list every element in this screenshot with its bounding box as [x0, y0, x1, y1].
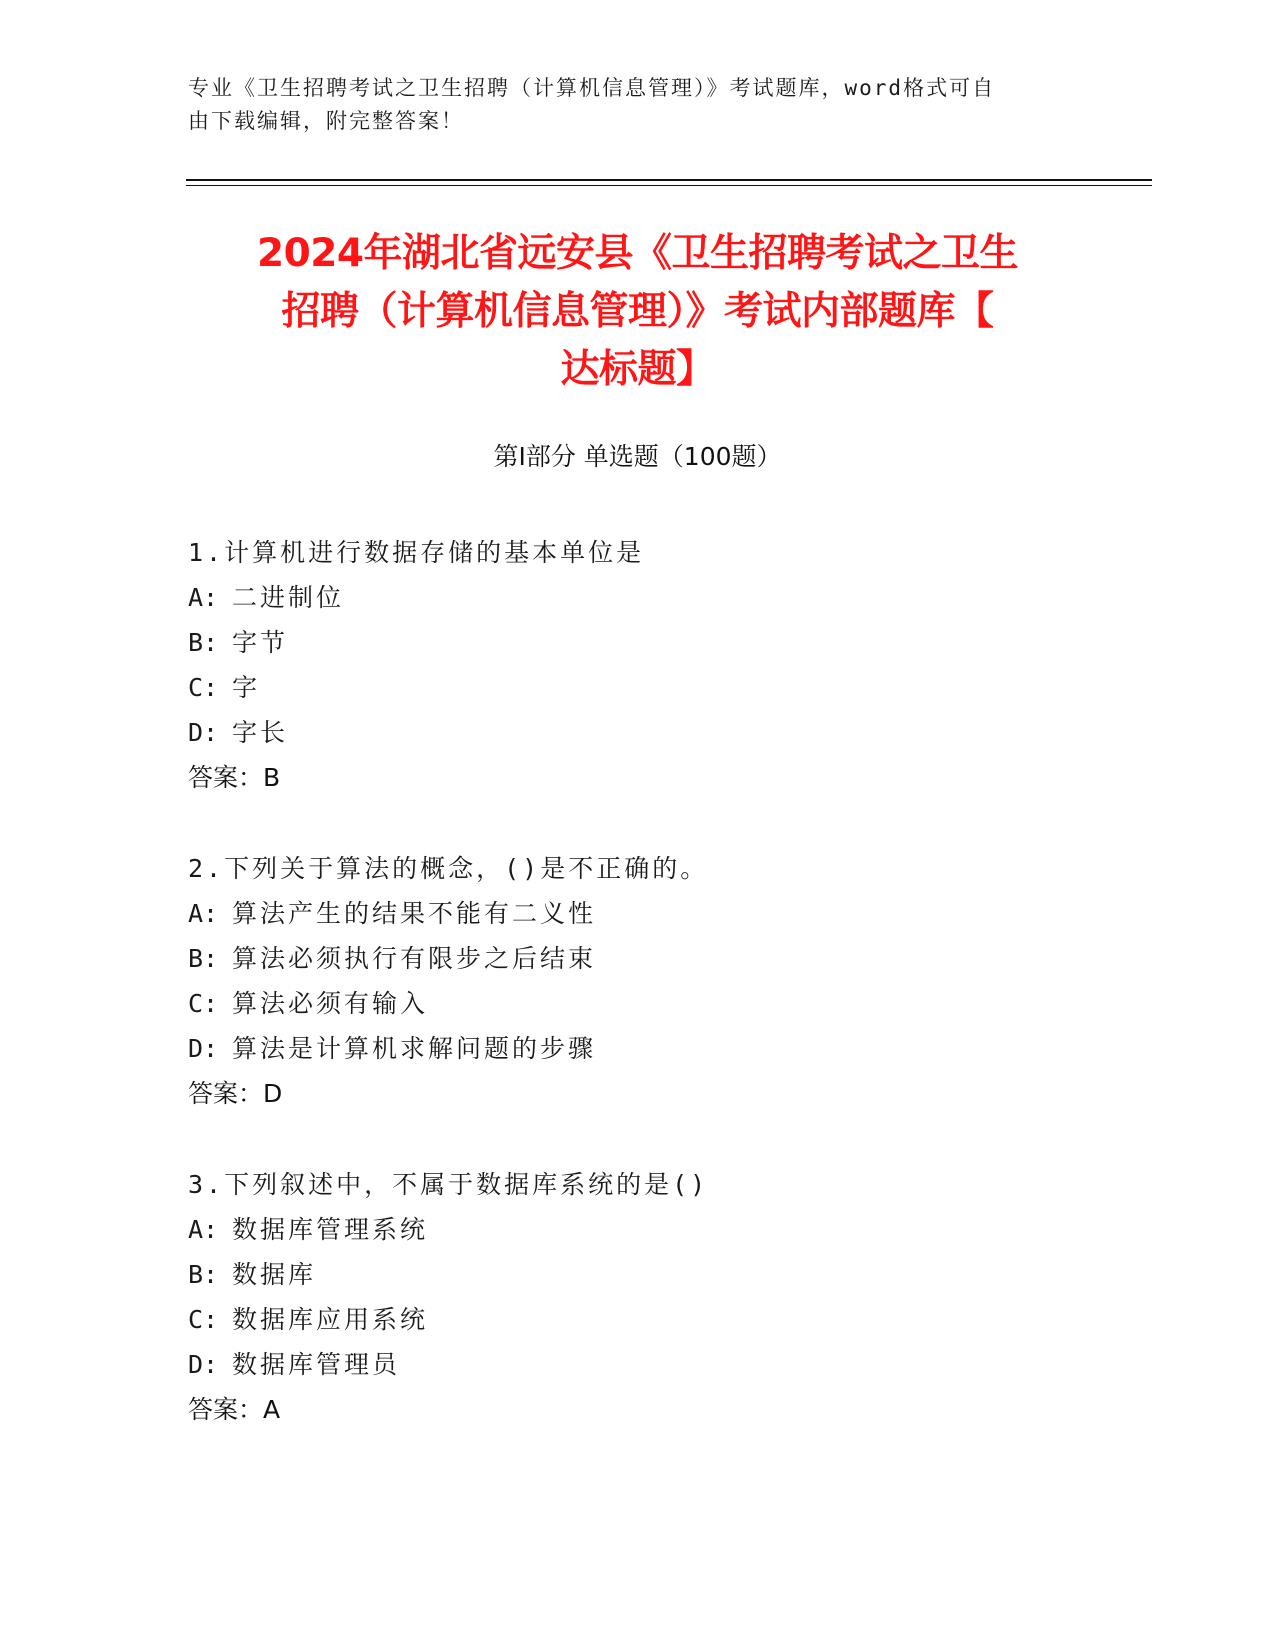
option-letter: A: — [188, 583, 219, 612]
option-letter: C: — [188, 989, 219, 1018]
option-d — [188, 1342, 1138, 1387]
document-title-line-3: 达标题】 — [560, 347, 715, 392]
question-stem: 3.下列叙述中，不属于数据库系统的是() — [188, 1170, 709, 1199]
option-letter: B: — [188, 628, 219, 657]
question-stem: 1.计算机进行数据存储的基本单位是 — [188, 538, 645, 567]
option-b — [188, 1252, 1138, 1297]
option-letter: D: — [188, 1034, 219, 1063]
question-2 — [188, 846, 1138, 1116]
answer-line: 答案：D — [188, 1079, 283, 1108]
answer-line: 答案：B — [188, 763, 281, 792]
option-c — [188, 1297, 1138, 1342]
option-text: 算法必须执行有限步之后结束 — [232, 944, 597, 973]
option-letter: C: — [188, 673, 219, 702]
option-text: 二进制位 — [232, 583, 345, 612]
question-3 — [188, 1162, 1138, 1432]
option-text: 算法产生的结果不能有二义性 — [232, 899, 597, 928]
option-text: 算法必须有输入 — [232, 989, 429, 1018]
section-heading: 第Ⅰ部分 单选题（100题） — [493, 442, 782, 471]
document-title-line-2: 招聘（计算机信息管理）》考试内部题库【 — [281, 289, 994, 334]
option-text: 数据库 — [232, 1260, 317, 1289]
option-c — [188, 981, 1138, 1026]
answer-line: 答案：A — [188, 1395, 281, 1424]
option-text: 数据库管理员 — [232, 1350, 401, 1379]
option-letter: D: — [188, 1350, 219, 1379]
option-b — [188, 936, 1138, 981]
question-1 — [188, 530, 1138, 800]
header-note-line-2: 由下载编辑，附完整答案！ — [188, 109, 464, 133]
option-letter: D: — [188, 718, 219, 747]
option-a — [188, 575, 1138, 620]
option-c — [188, 665, 1138, 710]
question-list — [188, 530, 1138, 1478]
option-letter: B: — [188, 1260, 219, 1289]
option-b — [188, 620, 1138, 665]
option-a — [188, 1207, 1138, 1252]
option-text: 字长 — [232, 718, 289, 747]
header-note — [188, 72, 1068, 138]
option-letter: A: — [188, 1215, 219, 1244]
document-title-line-1: 2024年湖北省远安县《卫生招聘考试之卫生 — [256, 231, 1019, 276]
option-letter: A: — [188, 899, 219, 928]
option-letter: B: — [188, 944, 219, 973]
option-d — [188, 710, 1138, 755]
header-rule-thin — [186, 185, 1152, 186]
option-text: 字 — [232, 673, 261, 702]
option-letter: C: — [188, 1305, 219, 1334]
document-title — [150, 225, 1125, 399]
option-a — [188, 891, 1138, 936]
option-text: 字节 — [232, 628, 289, 657]
option-text: 算法是计算机求解问题的步骤 — [232, 1034, 597, 1063]
header-note-line-1: 专业《卫生招聘考试之卫生招聘（计算机信息管理）》考试题库，word格式可自 — [188, 76, 996, 100]
option-text: 数据库管理系统 — [232, 1215, 429, 1244]
option-d — [188, 1026, 1138, 1071]
header-rule-thick — [186, 179, 1152, 181]
option-text: 数据库应用系统 — [232, 1305, 429, 1334]
question-stem: 2.下列关于算法的概念，()是不正确的。 — [188, 854, 709, 883]
